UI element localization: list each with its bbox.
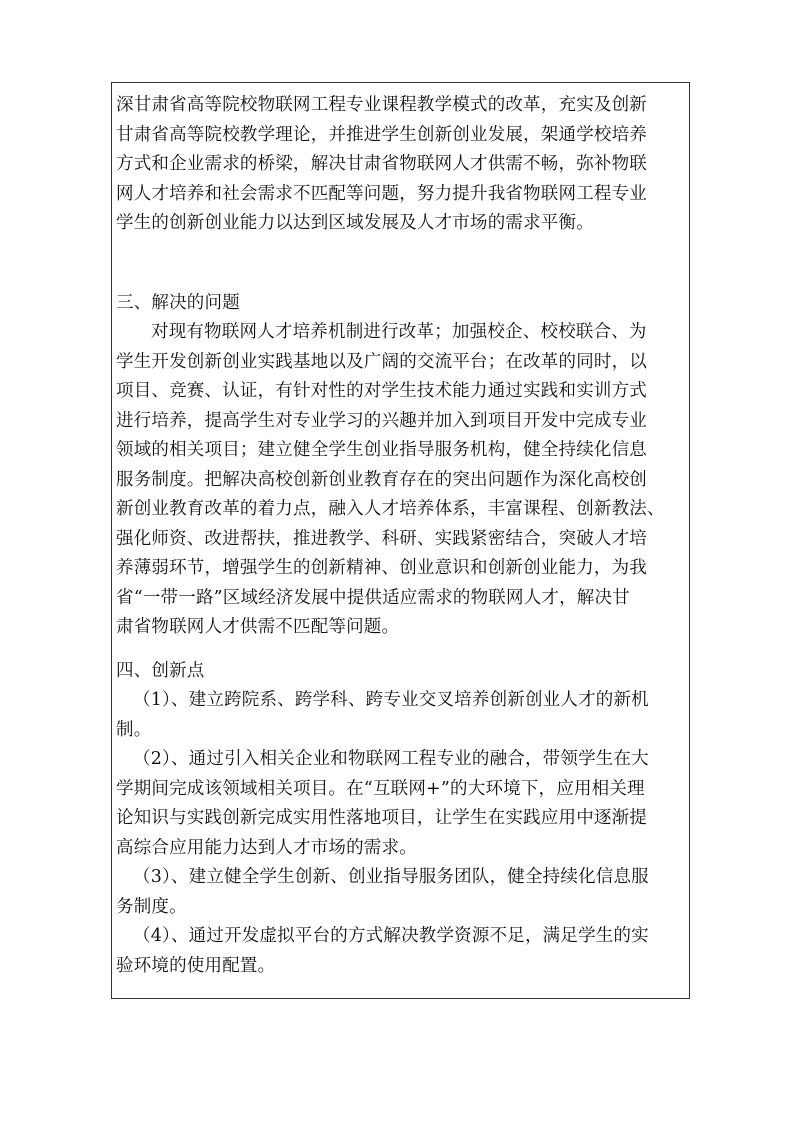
section-innovations [116,657,684,982]
text-line: 服务制度。把解决高校创新创业教育存在的突出问题作为深化高校创 [116,469,647,490]
innovation-item [116,863,684,922]
text-line: 领域的相关项目；建立健全学生创业指导服务机构，健全持续化信息 [116,440,647,460]
text-line: 论知识与实践创新完成实用性落地项目，让学生在实践应用中逐渐提 [116,808,647,828]
text-line: 网人才培养和社会需求不匹配等问题，努力提升我省物联网工程专业 [116,183,647,204]
text-line: （2）、通过引入相关企业和物联网工程专业的融合，带领学生在大 [133,749,649,769]
section-heading: 四、创新点 [116,660,205,681]
text-line: 省“一带一路”区域经济发展中提供适应需求的物联网人才，解决甘 [116,587,630,608]
text-line: 进行培养，提高学生对专业学习的兴趣并加入到项目开发中完成专业 [116,410,647,431]
text-line: 学生的创新创业能力以达到区域发展及人才市场的需求平衡。 [116,213,594,233]
text-line: 肃省物联网人才供需不匹配等问题。 [116,617,400,637]
text-line: （3）、建立健全学生创新、创业指导服务团队，健全持续化信息服 [133,867,649,887]
text-line: （4）、通过开发虚拟平台的方式解决教学资源不足，满足学生的实 [133,926,649,946]
text-line: 甘肃省高等院校教学理论，并推进学生创新创业发展，架通学校培养 [116,124,647,145]
text-line: 高综合应用能力达到人才市场的需求。 [116,837,417,858]
document-body [116,91,684,981]
innovation-item [116,745,684,863]
text-line: 养薄弱环节，增强学生的创新精神、创业意识和创新创业能力，为我 [116,558,647,578]
text-line: 学期间完成该领域相关项目。在“互联网+”的大环境下，应用相关理 [116,778,645,799]
text-line: 深甘肃省高等院校物联网工程专业课程教学模式的改革，充实及创新 [116,95,647,115]
text-line: 项目、竞赛、认证，有针对性的对学生技术能力通过实践和实训方式 [116,381,647,401]
text-line: （1）、建立跨院系、跨学科、跨专业交叉培养创新创业人才的新机 [133,690,649,710]
innovation-item [116,922,684,981]
text-line: 方式和企业需求的桥梁，解决甘肃省物联网人才供需不畅，弥补物联 [116,154,647,174]
text-line: 务制度。 [116,896,187,917]
text-line: 学生开发创新创业实践基地以及广阔的交流平台；在改革的同时，以 [116,351,647,372]
text-line: 强化师资、改进帮扶，推进教学、科研、实践紧密结合，突破人才培 [116,528,647,549]
innovation-item [116,686,684,745]
section-heading: 三、解决的问题 [116,292,240,313]
section-problems [116,289,684,643]
text-line: 对现有物联网人才培养机制进行改革；加强校企、校校联合、为 [151,322,647,342]
intro-paragraph [116,91,684,239]
text-line: 新创业教育改革的着力点，融入人才培养体系，丰富课程、创新教法、 [116,499,665,519]
text-line: 制。 [116,719,152,740]
text-line: 验环境的使用配置。 [116,955,276,976]
